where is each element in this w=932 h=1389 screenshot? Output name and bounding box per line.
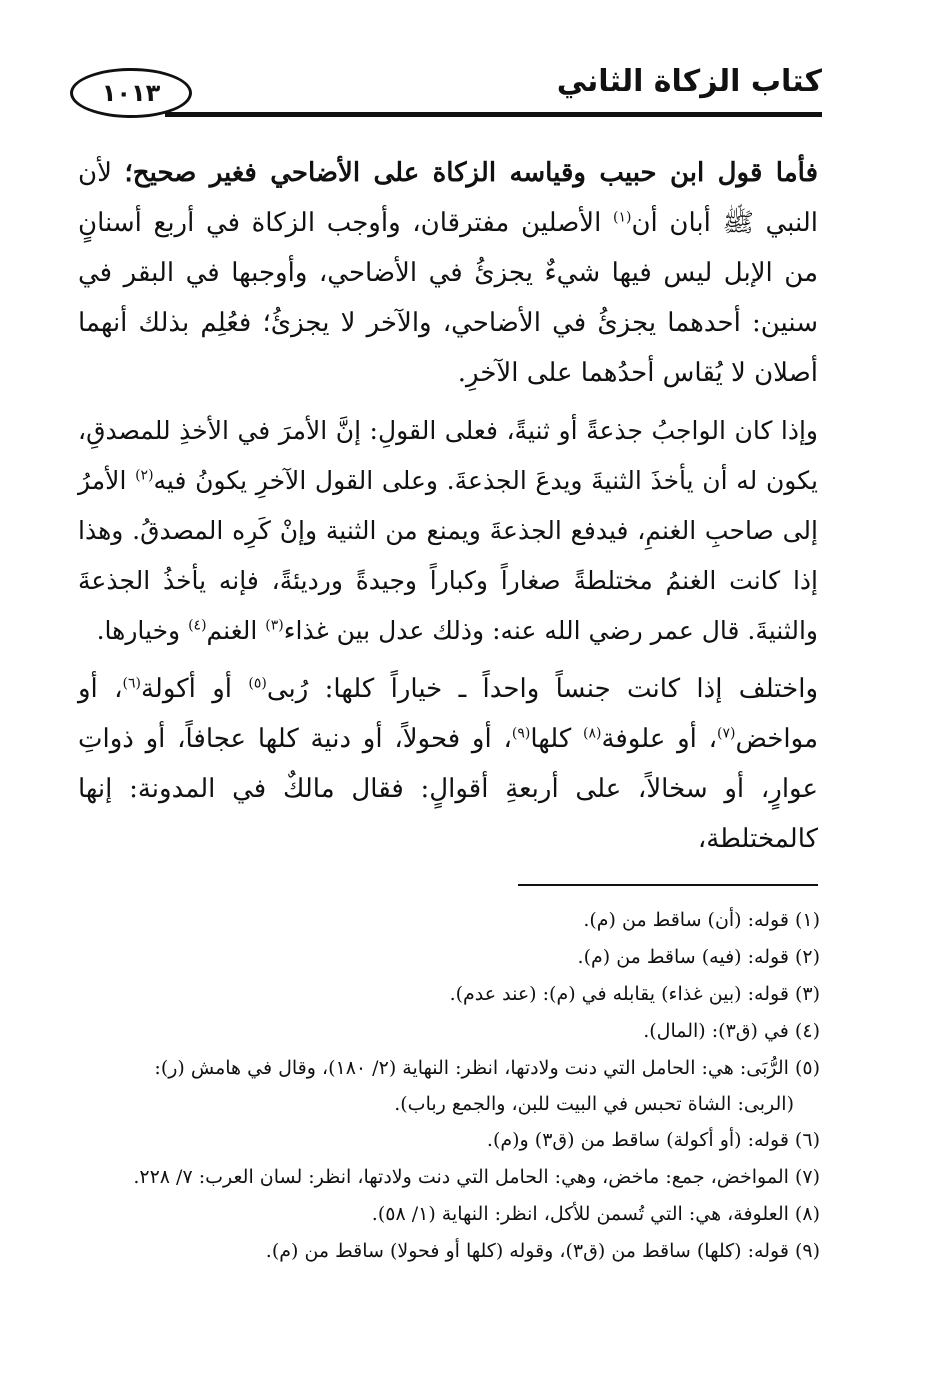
footnote-4: (٤) في (ق٣): (المال). [643,1020,820,1042]
header-rule [165,112,822,117]
page-number: ١٠١٣ [70,68,192,118]
footnote-ref-2: (٢) [135,467,154,484]
footnote-8: (٨) العلوفة، هي: التي تُسمن للأكل، انظر: النهاية (١/ ٥٨). [371,1203,820,1225]
footnote-ref-6: (٦) [122,675,141,692]
footnote-ref-5: (٥) [248,675,267,692]
footnote-9: (٩) قوله: (كلها) ساقط من (ق٣)، وقوله (كلها أو فحولا) ساقط من (م). [265,1240,820,1262]
footnote-1: (١) قوله: (أن) ساقط من (م). [583,909,820,931]
paragraph-3-text-f: ، أو فحولاً، أو دنية كلها عجافاً، أو ذواتِ عوارٍ، أو سخالاً، على أربعةِ أقوالٍ: فقال مالكٌ في المدونة: إنها كالمختلطة، [78,724,818,854]
paragraph-3-text-d: ، أو علوفة [601,724,718,754]
footnotes [78,902,820,1270]
paragraph-2-text-c: الغنم [206,616,266,645]
paragraph-1-text-b: الأصلين مفترقان، وأوجب الزكاة في أربع أسنانٍ من الإبل ليس فيها شيءٌ يجزئُ في الأضاحي، وأوجبها في البقر في سنين: أحدهما يجزئُ في الأضاحي، والآخر لا يجزئُ؛ فعُلِم بذلك أنهما أصلان لا يُقاس أحدُهما على الآخرِ. [78,208,818,388]
footnote-ref-4: (٤) [188,617,207,634]
footnote-2: (٢) قوله: (فيه) ساقط من (م). [577,946,820,968]
paragraph-2-text-b: الأمرُ إلى صاحبِ الغنمِ، فيدفع الجذعةَ ويمنع من الثنية وإنْ كَرِه المصدقُ. وهذا إذا كانت الغنمُ مختلطةً صغاراً وكباراً وجيدةً ورديئةً، فإنه يأخذُ الجذعةَ والثنيةَ. قال عمر رضي الله عنه: وذلك عدل بين غذاء [78,466,818,645]
footnote-ref-3: (٣) [265,617,284,634]
paragraph-3 [78,664,818,864]
footnote-5-continuation: (الربى: الشاة تحبس في البيت للبن، والجمع رباب). [394,1093,794,1115]
paragraph-1-text-a: لأن النبي ﷺ أبان أن [78,158,818,238]
paragraph-3-text-c: ، أو مواخض [78,674,819,754]
footnote-6: (٦) قوله: (أو أكولة) ساقط من (ق٣) و(م). [486,1129,820,1151]
footnote-separator [518,884,818,886]
page-header [70,60,822,130]
footnote-ref-7: (٧) [717,725,736,742]
paragraph-2-text-a: وإذا كان الواجبُ جذعةً أو ثنيةً، فعلى القولِ: إنَّ الأمرَ في الأخذِ للمصدقِ، يكون له أن يأخذَ الثنيةَ ويدعَ الجذعةَ. وعلى القول الآخرِ يكونُ فيه [78,416,818,495]
footnote-ref-8: (٨) [582,725,602,742]
paragraph-2 [78,406,818,656]
footnote-7: (٧) المواخض، جمع: ماخض، وهي: الحامل التي دنت ولادتها، انظر: لسان العرب: ٧/ ٢٢٨. [133,1166,820,1188]
paragraph-1 [78,148,818,398]
footnote-5: (٥) الرُّبَى: هي: الحامل التي دنت ولادتها، انظر: النهاية (٢/ ١٨٠)، وقال في هامش (ر): [154,1057,820,1079]
running-title: كتاب الزكاة الثاني [556,64,822,99]
paragraph-1-lead: فأما قول ابن حبيب وقياسه الزكاة على الأضاحي فغير صحيح؛ [124,158,819,188]
footnote-ref-9: (٩) [511,725,531,742]
paragraph-2-text-d: وخيارها. [96,616,189,645]
main-text [78,148,818,864]
paragraph-3-text-b: أو أكولة [140,674,249,704]
footnote-3: (٣) قوله: (بين غذاء) يقابله في (م): (عند عدم). [449,983,820,1005]
footnote-5-continued [78,1086,820,1122]
paragraph-3-text-a: واختلف إذا كانت جنساً واحداً ـ خياراً كلها: رُبى [266,674,818,704]
paragraph-3-text-e: كلها [530,724,583,754]
footnote-ref-1: (١) [612,209,632,226]
